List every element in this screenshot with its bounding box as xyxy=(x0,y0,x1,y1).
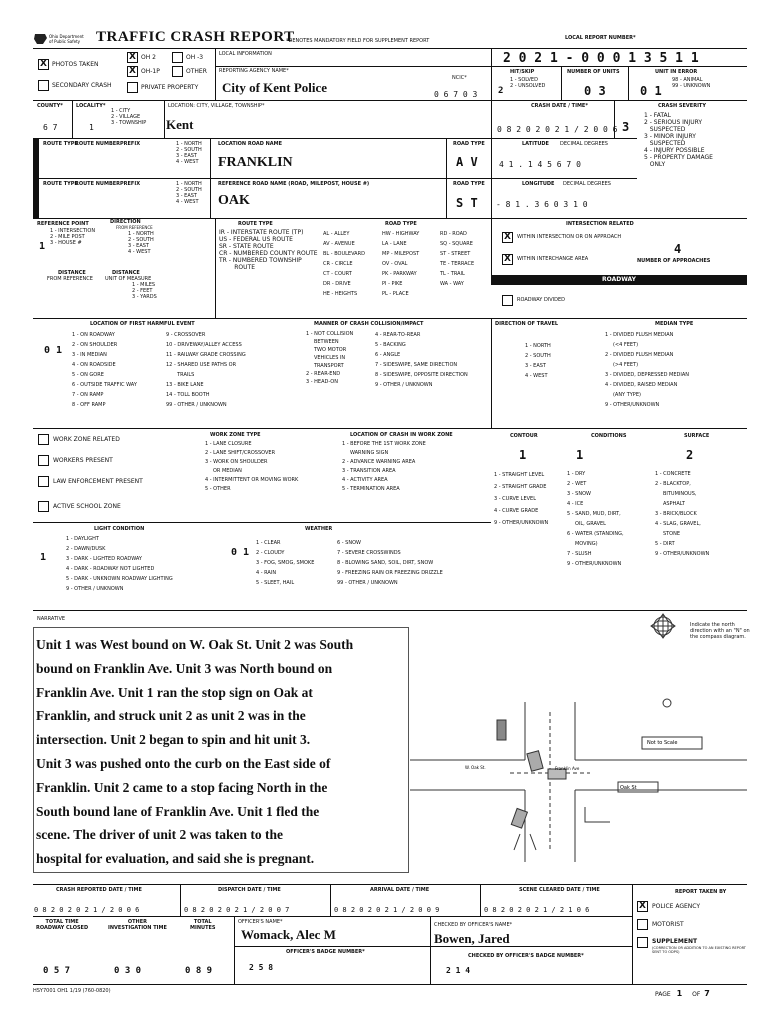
supplement-sub: (CORRECTION OR ADDITION TO AN EXISTING REPORT SENT TO ODPS) xyxy=(652,946,746,954)
direction-options: 1 - NORTH 2 - SOUTH 3 - EAST 4 - WEST xyxy=(128,231,154,255)
law-enforcement-present-checkbox[interactable] xyxy=(38,476,49,487)
location-side-bar xyxy=(33,138,39,178)
surface-value: 2 xyxy=(686,448,694,462)
contour-value: 1 xyxy=(519,448,527,462)
direction-sub: FROM REFERENCE xyxy=(116,225,153,230)
ref-road-type-value: S T xyxy=(456,196,478,210)
photos-taken-label: PHOTOS TAKEN xyxy=(52,61,99,68)
locality-label: LOCALITY* xyxy=(76,103,106,109)
compass-note: Indicate the north direction with an "N" on the compass diagram. xyxy=(690,622,750,640)
narrative-line: hospital for evaluation, and said she is pregnant. xyxy=(36,851,315,867)
latitude-sub: DECIMAL DEGREES xyxy=(560,141,608,147)
motorist-label: MOTORIST xyxy=(652,921,684,928)
dispatch-label: DISPATCH DATE / TIME xyxy=(218,887,281,893)
other-checkbox[interactable] xyxy=(172,66,183,77)
svg-text:Ohio Department: Ohio Department xyxy=(49,34,84,39)
workers-present-label: WORKERS PRESENT xyxy=(53,457,113,464)
prefix-options: 1 - NORTH 2 - SOUTH 3 - EAST 4 - WEST xyxy=(176,141,202,165)
svg-text:of Public Safety: of Public Safety xyxy=(49,39,81,44)
page-indicator xyxy=(655,990,710,998)
distance-label: DISTANCE xyxy=(58,270,86,276)
light-condition-value: 1 xyxy=(40,552,47,563)
reference-point-options: 1 - INTERSECTION 2 - MILE POST 3 - HOUSE # xyxy=(50,228,96,246)
surface-options: 1 - CONCRETE 2 - BLACKTOP, BITUMINOUS, ASPHALT 3 - BRICK/BLOCK 4 - SLAG, GRAVEL, STONE 5 - DIRT 9 - OTHER/UNKNOWN xyxy=(655,471,710,557)
reference-road-label: REFERENCE ROAD NAME (ROAD, MILEPOST, HOUSE #) xyxy=(218,181,370,187)
narrative-label: NARRATIVE xyxy=(37,616,66,622)
manner-col2: 4 - REAR-TO-REAR 5 - BACKING 6 - ANGLE 7 - SIDESWIPE, SAME DIRECTION 8 - SIDESWIPE, OPPOSITE DIRECTION 9 - OTHER / UNKNOWN xyxy=(375,332,468,388)
diagram-label-franklin: Franklin Ave xyxy=(555,766,580,771)
number-of-units-value: 0 3 xyxy=(584,84,606,98)
road-type-col2: HW - HIGHWAY LA - LANE MP - MILEPOST OV - OVAL PK - PARKWAY PI - PIKE PL - PLACE xyxy=(382,231,420,297)
weather-col2: 6 - SNOW 7 - SEVERE CROSSWINDS 8 - BLOWING SAND, SOIL, DIRT, SNOW 9 - FREEZING RAIN OR FREEZING DRIZZLE 99 - OTHER / UNKNOWN xyxy=(337,540,443,586)
other-label: OTHER xyxy=(186,68,207,75)
location-road-value: FRANKLIN xyxy=(218,155,293,170)
officer-name-label: OFFICER'S NAME* xyxy=(238,919,283,925)
work-zone-type-options: 1 - LANE CLOSURE 2 - LANE SHIFT/CROSSOVER 3 - WORK ON SHOULDER OR MEDIAN 4 - INTERMITTENT OR MOVING WORK 5 - OTHER xyxy=(205,441,299,492)
crash-reported-label: CRASH REPORTED DATE / TIME xyxy=(56,887,142,893)
dispatch-value: 0 8 2 0 2 0 2 1 / 2 0 0 7 xyxy=(184,906,290,914)
conditions-value: 1 xyxy=(576,448,584,462)
first-harmful-value: 0 1 xyxy=(44,345,63,356)
narrative-line: Franklin. Unit 2 came to a stop facing North in the xyxy=(36,779,328,795)
narrative-line: South bound lane of Franklin Ave. Unit 1 fled the xyxy=(36,803,320,819)
longitude-value: - 8 1 . 3 6 0 3 1 0 xyxy=(496,200,588,209)
narrative-line: Unit 1 was West bound on W. Oak St. Unit 2 was South xyxy=(36,637,354,652)
road-type-label: ROAD TYPE xyxy=(453,141,485,147)
officer-badge-label: OFFICER'S BADGE NUMBER* xyxy=(286,949,365,955)
work-zone-related-label: WORK ZONE RELATED xyxy=(53,436,120,443)
ncic-label: NCIC* xyxy=(452,75,467,81)
total-time-value: 0 5 7 xyxy=(43,966,71,976)
reporting-agency-label: REPORTING AGENCY NAME* xyxy=(219,68,289,74)
reporting-agency-value: City of Kent Police xyxy=(222,80,328,95)
roadway-divided-checkbox[interactable] xyxy=(502,295,513,306)
of-label: OF xyxy=(692,991,701,998)
road-type-title: ROAD TYPE xyxy=(385,221,417,227)
narrative-line: bound on Franklin Ave. Unit 3 was North bound on xyxy=(36,660,333,676)
page-count: 7 xyxy=(704,989,710,998)
private-property-checkbox[interactable] xyxy=(127,82,138,93)
secondary-crash-label: SECONDARY CRASH xyxy=(52,82,112,89)
route-type-options: IR - INTERSTATE ROUTE (TP) US - FEDERAL US ROUTE SR - STATE ROUTE CR - NUMBERED COUNTY ROUTE TR - NUMBERED TOWNSHIP ROUTE xyxy=(219,229,318,271)
within-intersection-checkbox[interactable]: X xyxy=(502,232,513,243)
road-type-col1: AL - ALLEY AV - AVENUE BL - BOULEVARD CR - CIRCLE CT - COURT DR - DRIVE HE - HEIGHTS xyxy=(323,231,365,297)
narrative-text xyxy=(36,633,406,871)
uom-label: DISTANCE xyxy=(112,270,140,276)
location-label: LOCATION: CITY, VILLAGE, TOWNSHIP* xyxy=(168,103,265,109)
workers-present-checkbox[interactable] xyxy=(38,455,49,466)
diagram-label-oak: Oak St xyxy=(620,785,637,791)
reference-road-value: OAK xyxy=(218,193,250,208)
first-harmful-col1: 1 - ON ROADWAY 2 - ON SHOULDER 3 - IN MEDIAN 4 - ON ROADSIDE 5 - ON GORE 6 - OUTSIDE TRAFFIC WAY 7 - ON RAMP 8 - OFF RAMP xyxy=(72,332,137,408)
reference-point-label: REFERENCE POINT xyxy=(37,221,89,227)
hit-skip-value: 2 xyxy=(498,86,504,96)
supplement-label: SUPPLEMENT xyxy=(652,938,698,945)
longitude-sub: DECIMAL DEGREES xyxy=(563,181,611,187)
crash-date-value: 0 8 2 0 2 0 2 1 / 2 0 0 6 xyxy=(497,125,618,134)
ref-road-type-label: ROAD TYPE xyxy=(453,181,485,187)
first-harmful-label: LOCATION OF FIRST HARMFUL EVENT xyxy=(90,321,195,327)
scene-cleared-value: 0 8 2 0 2 0 2 1 / 2 1 0 6 xyxy=(484,906,590,914)
uom-sub: UNIT OF MEASURE xyxy=(105,276,152,282)
officer-badge-value: 2 5 8 xyxy=(249,963,274,972)
county-label: COUNTY* xyxy=(37,103,63,109)
uom-options: 1 - MILES 2 - FEET 3 - YARDS xyxy=(132,282,157,300)
within-interchange-checkbox[interactable]: X xyxy=(502,254,513,265)
officer-name-value: Womack, Alec M xyxy=(241,927,336,942)
conditions-options: 1 - DRY 2 - WET 3 - SNOW 4 - ICE 5 - SAND, MUD, DIRT, OIL, GRAVEL 6 - WATER (STANDING, MOVING) 7 - SLUSH 9 - OTHER/UNKNOWN xyxy=(567,471,624,567)
scene-cleared-label: SCENE CLEARED DATE / TIME xyxy=(519,887,600,893)
contour-label: CONTOUR xyxy=(510,433,538,439)
roadway-bar: ROADWAY xyxy=(491,275,747,285)
route-number-label: ROUTE NUMBER xyxy=(75,141,121,147)
ref-prefix-options: 1 - NORTH 2 - SOUTH 3 - EAST 4 - WEST xyxy=(176,181,202,205)
longitude-label: LONGITUDE xyxy=(522,181,555,187)
manner-col1: 1 - NOT COLLISION BETWEEN TWO MOTOR VEHICLES IN TRANSPORT 2 - REAR-END 3 - HEAD-ON xyxy=(306,331,354,385)
work-zone-related-checkbox[interactable] xyxy=(38,434,49,445)
crash-date-label: CRASH DATE / TIME* xyxy=(531,103,588,109)
checked-badge-value: 2 1 4 xyxy=(446,966,471,975)
narrative-line: Franklin, and struck unit 2 as unit 2 was in the xyxy=(36,708,306,724)
oh2-label: OH 2 xyxy=(141,54,156,61)
ref-route-type-label: ROUTE TYPE xyxy=(43,181,78,187)
conditions-label: CONDITIONS xyxy=(591,433,627,439)
ohio-dps-logo xyxy=(33,31,95,45)
latitude-label: LATITUDE xyxy=(522,141,549,147)
latitude-value: 4 1 . 1 4 5 6 7 0 xyxy=(499,160,581,169)
ohio-seal-icon xyxy=(33,32,95,46)
number-of-units-label: NUMBER OF UNITS xyxy=(567,69,620,75)
ref-prefix-label: PREFIX xyxy=(120,181,141,187)
ncic-value: 0 6 7 0 3 xyxy=(434,90,478,99)
road-type-col3: RD - ROAD SQ - SQUARE ST - STREET TE - TERRACE TL - TRAIL WA - WAY xyxy=(440,231,475,287)
reference-side-bar xyxy=(33,178,39,218)
local-report-number-value: 2 0 2 1 - 0 0 0 1 3 5 1 1 xyxy=(503,51,699,66)
oh3-label: OH -3 xyxy=(186,54,204,61)
work-zone-type-label: WORK ZONE TYPE xyxy=(210,432,261,438)
direction-travel-label: DIRECTION OF TRAVEL xyxy=(495,321,559,327)
law-enforcement-present-label: LAW ENFORCEMENT PRESENT xyxy=(53,478,143,485)
mandatory-note: *DENOTES MANDATORY FIELD FOR SUPPLEMENT REPORT xyxy=(286,38,430,44)
other-label: OTHER INVESTIGATION TIME xyxy=(108,919,167,931)
oh1p-label: OH-1P xyxy=(141,68,160,75)
contour-options: 1 - STRAIGHT LEVEL 2 - STRAIGHT GRADE 3 - CURVE LEVEL 4 - CURVE GRADE 9 - OTHER/UNKNOWN xyxy=(494,472,549,526)
reference-point-value: 1 xyxy=(39,241,46,252)
within-intersection-label: WITHIN INTERSECTION OR ON APPROACH xyxy=(517,234,622,240)
light-condition-label: LIGHT CONDITION xyxy=(94,526,145,532)
crash-severity-value: 3 xyxy=(622,120,630,134)
narrative-line: intersection. Unit 2 began to spin and hit unit 3. xyxy=(36,732,311,748)
manner-label: MANNER OF CRASH COLLISION/IMPACT xyxy=(314,321,424,327)
crash-severity-options: 1 - FATAL 2 - SERIOUS INJURY SUSPECTED 3 - MINOR INJURY SUSPECTED 4 - INJURY POSSIBLE 5 - PROPERTY DAMAGE ONLY xyxy=(644,112,713,168)
locality-value: 1 xyxy=(89,123,94,132)
direction-travel-options: 1 - NORTH 2 - SOUTH 3 - EAST 4 - WEST xyxy=(525,343,551,379)
checked-badge-label: CHECKED BY OFFICER'S BADGE NUMBER* xyxy=(468,953,584,959)
other-time-value: 0 3 0 xyxy=(114,966,142,976)
form-id: HSY7001 OH1 1/19 (760-0820) xyxy=(33,988,111,994)
arrival-value: 0 8 2 0 2 0 2 1 / 2 0 0 9 xyxy=(334,906,440,914)
ref-route-number-label: ROUTE NUMBER xyxy=(75,181,121,187)
arrival-label: ARRIVAL DATE / TIME xyxy=(370,887,430,893)
secondary-crash-checkbox[interactable] xyxy=(38,80,49,91)
diagram-label-w-oak: W. Oak St. xyxy=(465,765,486,770)
supplement-checkbox[interactable] xyxy=(637,937,648,948)
diagram-label-not-to-scale: Not to Scale xyxy=(647,740,678,746)
total-time-label: TOTAL TIME ROADWAY CLOSED xyxy=(36,919,89,931)
road-type-value: A V xyxy=(456,155,478,169)
weather-col1: 1 - CLEAR 2 - CLOUDY 3 - FOG, SMOG, SMOKE 4 - RAIN 5 - SLEET, HAIL xyxy=(256,540,315,586)
police-agency-label: POLICE AGENCY xyxy=(652,903,701,910)
photos-taken-checkbox[interactable]: X xyxy=(38,59,49,70)
unit-in-error-value: 0 1 xyxy=(640,84,662,98)
weather-label: WEATHER xyxy=(305,526,333,532)
report-taken-label: REPORT TAKEN BY xyxy=(675,889,727,895)
police-agency-checkbox[interactable]: X xyxy=(637,901,648,912)
direction-label: DIRECTION xyxy=(110,219,141,225)
oh2-checkbox[interactable]: X xyxy=(127,52,138,63)
intersection-related-label: INTERSECTION RELATED xyxy=(566,221,634,227)
hit-skip-label: HIT/SKIP xyxy=(510,69,535,75)
motorist-checkbox[interactable] xyxy=(637,919,648,930)
unit-in-error-label: UNIT IN ERROR xyxy=(655,69,698,75)
total-minutes-value: 0 8 9 xyxy=(185,966,213,976)
narrative-line: Franklin Ave. Unit 1 ran the stop sign on Oak at xyxy=(36,684,313,700)
route-type-title: ROUTE TYPE xyxy=(238,221,273,227)
route-type-label: ROUTE TYPE xyxy=(43,141,78,147)
median-type-label: MEDIAN TYPE xyxy=(655,321,694,327)
county-value: 6 7 xyxy=(43,123,58,132)
report-title: TRAFFIC CRASH REPORT xyxy=(96,29,295,45)
location-in-wz-options: 1 - BEFORE THE 1ST WORK ZONE WARNING SIGN 2 - ADVANCE WARNING AREA 3 - TRANSITION AREA 4 - ACTIVITY AREA 5 - TERMINATION AREA xyxy=(342,441,426,492)
light-condition-options: 1 - DAYLIGHT 2 - DAWN/DUSK 3 - DARK - LIGHTED ROADWAY 4 - DARK - ROADWAY NOT LIGHTED 5 - DARK - UNKNOWN ROADWAY LIGHTING 9 - OTHER / UNKNOWN xyxy=(66,536,173,592)
roadway-divided-label: ROADWAY DIVIDED xyxy=(517,297,566,303)
surface-label: SURFACE xyxy=(684,433,710,439)
unit-in-error-options: 98 - ANIMAL 99 - UNKNOWN xyxy=(672,77,711,89)
narrative-line: scene. The driver of unit 2 was taken to the xyxy=(36,827,283,843)
local-report-number-label: LOCAL REPORT NUMBER* xyxy=(565,35,636,41)
oh3-checkbox[interactable] xyxy=(172,52,183,63)
checked-by-label: CHECKED BY OFFICER'S NAME* xyxy=(434,922,513,928)
page-number: 1 xyxy=(676,989,683,998)
location-value: Kent xyxy=(166,117,194,132)
local-information-label: LOCAL INFORMATION xyxy=(219,51,272,57)
active-school-zone-label: ACTIVE SCHOOL ZONE xyxy=(53,503,121,510)
distance-sub: FROM REFERENCE xyxy=(47,276,93,282)
page-label: PAGE xyxy=(655,991,671,998)
prefix-label: PREFIX xyxy=(120,141,141,147)
narrative-line: Unit 3 was pushed onto the curb on the East side of xyxy=(36,755,331,771)
within-interchange-label: WITHIN INTERCHANGE AREA xyxy=(517,256,589,262)
total-minutes-label: TOTAL MINUTES xyxy=(190,919,216,931)
crash-diagram-drawing xyxy=(410,612,747,872)
crash-diagram xyxy=(410,612,747,872)
median-type-options: 1 - DIVIDED FLUSH MEDIAN (<4 FEET) 2 - DIVIDED FLUSH MEDIAN (>4 FEET) 3 - DIVIDED, DEPRESSED MEDIAN 4 - DIVIDED, RAISED MEDIAN (ANY TYPE) 9 - OTHER/UNKNOWN xyxy=(605,332,689,408)
hit-skip-options: 1 - SOLVED 2 - UNSOLVED xyxy=(510,77,546,89)
location-road-label: LOCATION ROAD NAME xyxy=(218,141,283,147)
weather-value: 0 1 xyxy=(231,547,250,558)
checked-by-value: Bowen, Jared xyxy=(434,931,510,946)
crash-severity-label: CRASH SEVERITY xyxy=(658,103,706,109)
first-harmful-col2: 9 - CROSSOVER 10 - DRIVEWAY/ALLEY ACCESS 11 - RAILWAY GRADE CROSSING 12 - SHARED USE PATHS OR TRAILS 13 - BIKE LANE 14 - TOLL BOOTH 99 - OTHER / UNKNOWN xyxy=(166,332,246,408)
number-of-approaches-value: 4 xyxy=(674,242,682,256)
active-school-zone-checkbox[interactable] xyxy=(38,501,49,512)
number-of-approaches-label: NUMBER OF APPROACHES xyxy=(637,258,711,264)
location-in-wz-label: LOCATION OF CRASH IN WORK ZONE xyxy=(350,432,453,438)
private-property-label: PRIVATE PROPERTY xyxy=(141,84,199,91)
crash-reported-value: 0 8 2 0 2 0 2 1 / 2 0 0 6 xyxy=(34,906,140,914)
locality-options: 1 - CITY 2 - VILLAGE 3 - TOWNSHIP xyxy=(111,108,147,126)
oh1p-checkbox[interactable]: X xyxy=(127,66,138,77)
